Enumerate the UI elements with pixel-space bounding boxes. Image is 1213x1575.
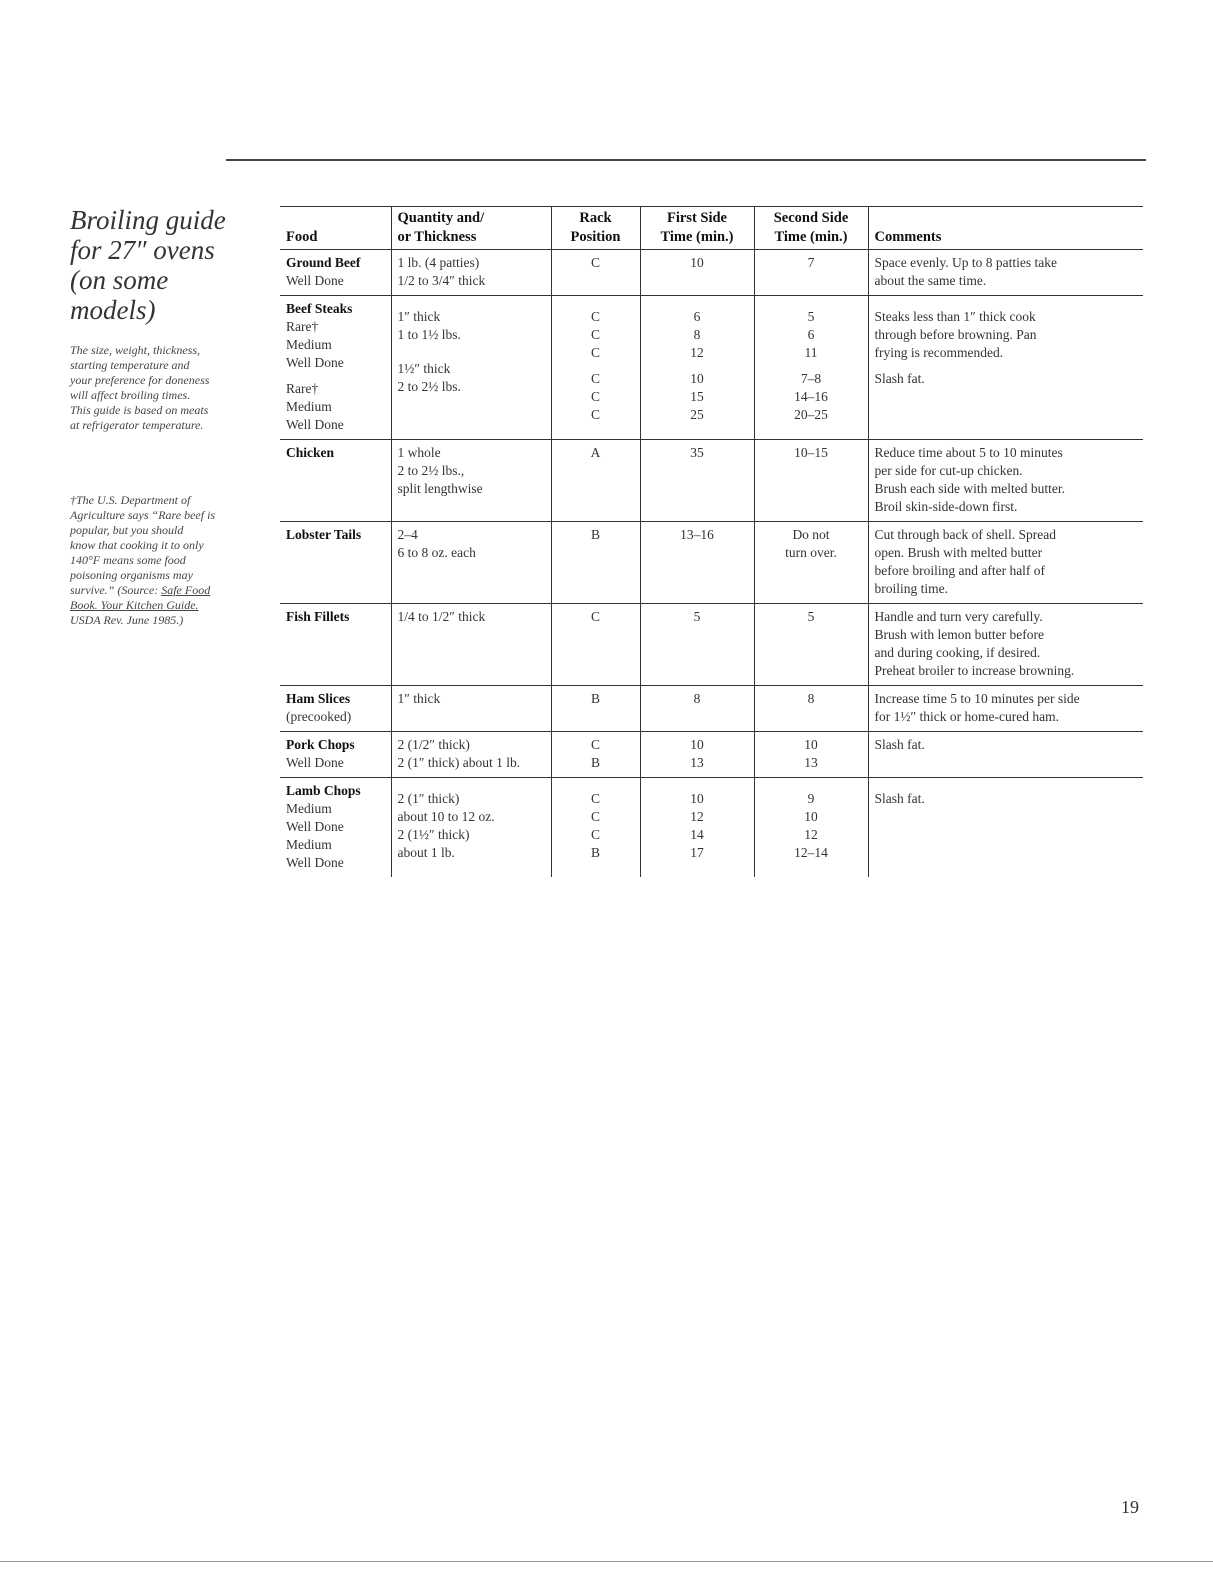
table-row [280,604,1143,686]
cell-second-side [754,250,868,296]
cell-line: through before browning. Pan [874,327,1037,342]
cell-first-side [640,686,754,732]
cell-line: 20–25 [794,407,828,422]
cell-line: 14–16 [794,389,828,404]
food-title: Ham Slices [286,691,351,706]
cell-line: 13 [690,755,704,770]
broiling-table [280,206,1143,877]
note-line: The size, weight, thickness, [70,343,200,357]
footnote-line: 140°F means some food [70,553,186,567]
table-row [280,522,1143,604]
table-row [280,732,1143,778]
food-title: Beef Steaks [286,301,353,316]
cell-line: C [590,371,600,386]
header-second-side: Second Side Time (min.) [754,207,868,250]
cell-line: 2 (1″ thick) about 1 lb. [397,755,521,770]
note-line: your preference for doneness [70,373,210,387]
cell-line [647,362,748,370]
cell-line: 5 [807,309,815,324]
cell-quantity [391,250,551,296]
cell-food [280,440,391,522]
food-title: Fish Fillets [286,609,350,624]
header-food: Food [280,207,391,250]
footnote-line: Agriculture says “Rare beef is [70,508,216,522]
cell-line: 10 [804,737,818,752]
footnote-line: †The U.S. Department of [70,493,191,507]
cell-quantity [391,522,551,604]
cell-line: 2 (1″ thick) [397,791,460,806]
cell-line: Slash fat. [874,371,925,386]
cell-line: C [590,309,600,324]
cell-line: Medium [286,399,332,414]
cell-line: 10 [690,791,704,806]
cell-line: (precooked) [286,709,352,724]
cell-line: 1″ thick [397,309,441,324]
cell-line: Increase time 5 to 10 minutes per side [874,691,1080,706]
cell-line: 15 [690,389,704,404]
cell-line: Well Done [286,755,344,770]
cell-line: 1/2 to 3/4″ thick [397,273,486,288]
cell-line [761,362,862,370]
cell-line [875,362,1138,370]
cell-line [875,388,1138,396]
cell-line: 12–14 [794,845,828,860]
cell-line: Handle and turn very carefully. [874,609,1043,624]
cell-line: C [590,389,600,404]
cell-food [280,778,391,878]
cell-line: Well Done [286,355,344,370]
cell-line: 1½″ thick [397,361,451,376]
cell-first-side [640,296,754,440]
cell-second-side [754,732,868,778]
cell-first-side [640,732,754,778]
cell-line: 2 to 2½ lbs., [397,463,465,478]
cell-first-side [640,778,754,878]
cell-line: before broiling and after half of [874,563,1046,578]
cell-line: C [590,255,600,270]
cell-line: 12 [690,345,704,360]
cell-comments [868,686,1143,732]
cell-line [875,808,1138,816]
cell-line: C [590,827,600,842]
cell-line: 7 [807,255,815,270]
cell-line: C [590,609,600,624]
title-line: models) [70,295,156,325]
cell-food [280,604,391,686]
cell-comments [868,732,1143,778]
cell-comments [868,440,1143,522]
cell-line: 1/4 to 1/2″ thick [397,609,486,624]
cell-line: C [590,791,600,806]
cell-line: about 1 lb. [397,845,455,860]
cell-line: 8 [693,327,701,342]
cell-line: 13–16 [680,527,714,542]
cell-line [875,396,1138,404]
cell-first-side [640,440,754,522]
food-title: Pork Chops [286,737,355,752]
cell-line: 2–4 [397,527,418,542]
cell-quantity [391,686,551,732]
cell-line: Steaks less than 1″ thick cook [874,309,1036,324]
header-first-side: First Side Time (min.) [640,207,754,250]
cell-line: 13 [804,755,818,770]
cell-line: 2 (1½″ thick) [397,827,470,842]
cell-quantity [391,604,551,686]
top-rule [226,159,1146,161]
cell-line: 35 [690,445,704,460]
cell-food [280,296,391,440]
cell-line: Well Done [286,855,344,870]
cell-line: 6 [807,327,815,342]
cell-second-side [754,440,868,522]
cell-line: B [590,755,600,770]
cell-line [398,300,545,308]
cell-line [875,816,1138,824]
cell-line [398,344,545,352]
cell-food [280,250,391,296]
cell-line: 6 to 8 oz. each [397,545,476,560]
cell-line [558,300,634,308]
cell-line: 10 [804,809,818,824]
cell-line [761,300,862,308]
footnote-line: poisoning organisms may [70,568,193,582]
cell-line [875,782,1138,790]
cell-quantity [391,296,551,440]
footnote-source-title: Safe Food [161,583,211,597]
cell-line: 5 [807,609,815,624]
bottom-rule [0,1561,1213,1562]
cell-line: A [590,445,601,460]
cell-food [280,522,391,604]
cell-line [398,782,545,790]
food-title: Ground Beef [286,255,361,270]
cell-line: Do not [792,527,830,542]
cell-line: 10 [690,737,704,752]
cell-line: 10 [690,371,704,386]
cell-line: 12 [690,809,704,824]
cell-line: and during cooking, if desired. [874,645,1041,660]
cell-line: 5 [693,609,701,624]
cell-line: C [590,407,600,422]
cell-line: C [590,809,600,824]
cell-rack [551,522,640,604]
note-line: at refrigerator temperature. [70,418,204,432]
page-number: 19 [1121,1497,1139,1517]
header-comments: Comments [868,207,1143,250]
table-row [280,778,1143,878]
cell-comments [868,250,1143,296]
cell-line: about 10 to 12 oz. [397,809,495,824]
cell-line: 12 [804,827,818,842]
cell-rack [551,440,640,522]
cell-line: Medium [286,801,332,816]
cell-rack [551,296,640,440]
title-line: for 27″ ovens [70,235,215,265]
header-rack: Rack Position [551,207,640,250]
cell-line: 11 [804,345,818,360]
cell-line: Medium [286,837,332,852]
cell-second-side [754,296,868,440]
cell-line: frying is recommended. [874,345,1004,360]
cell-rack [551,250,640,296]
cell-line: 7–8 [800,371,822,386]
cell-rack [551,604,640,686]
page-title [70,205,250,325]
cell-line: per side for cut-up chicken. [874,463,1023,478]
cell-line: 1″ thick [397,691,441,706]
cell-line: broiling time. [874,581,948,596]
cell-line [286,372,385,380]
cell-comments [868,522,1143,604]
cell-line: 6 [693,309,701,324]
cell-comments [868,296,1143,440]
note-line: will affect broiling times. [70,388,191,402]
cell-first-side [640,604,754,686]
cell-line [761,782,862,790]
cell-comments [868,604,1143,686]
cell-line: 17 [690,845,704,860]
cell-first-side [640,250,754,296]
note-line: This guide is based on meats [70,403,209,417]
table-row [280,296,1143,440]
cell-rack [551,778,640,878]
header-quantity: Quantity and/ or Thickness [391,207,551,250]
cell-line: Brush with lemon butter before [874,627,1044,642]
cell-line [647,782,748,790]
cell-line: Well Done [286,819,344,834]
cell-line: 2 to 2½ lbs. [397,379,461,394]
cell-line [398,396,545,404]
title-line: Broiling guide [70,205,226,235]
cell-line: turn over. [785,545,837,560]
cell-line [558,362,634,370]
cell-line: C [590,327,600,342]
cell-line: 10–15 [794,445,828,460]
cell-line: B [590,527,600,542]
cell-line: C [590,737,600,752]
cell-quantity [391,440,551,522]
cell-line: Space evenly. Up to 8 patties take [874,255,1057,270]
footnote-source-title: Book. Your Kitchen Guide. [70,598,199,612]
cell-line: 1 to 1½ lbs. [397,327,461,342]
cell-line: about the same time. [874,273,987,288]
table-row [280,440,1143,522]
cell-line: Well Done [286,417,344,432]
cell-quantity [391,732,551,778]
cell-line: Cut through back of shell. Spread [874,527,1056,542]
cell-line: for 1½″ thick or home-cured ham. [874,709,1059,724]
cell-second-side [754,604,868,686]
cell-rack [551,686,640,732]
cell-second-side [754,686,868,732]
food-title: Lobster Tails [286,527,362,542]
cell-line: Well Done [286,273,344,288]
table-row [280,686,1143,732]
cell-line: Slash fat. [874,737,925,752]
footnote-line: USDA Rev. June 1985.) [70,613,184,627]
cell-line [558,782,634,790]
cell-line: 25 [690,407,704,422]
cell-line [875,824,1138,832]
cell-line: 9 [807,791,815,806]
food-title: Lamb Chops [286,783,361,798]
cell-rack [551,732,640,778]
cell-line: 8 [693,691,701,706]
cell-quantity [391,778,551,878]
footnote-line: popular, but you should [70,523,184,537]
cell-second-side [754,522,868,604]
cell-line: C [590,345,600,360]
title-line: (on some [70,265,169,295]
footnote-line: know that cooking it to only [70,538,204,552]
cell-line: Rare† [286,319,319,334]
cell-line: 1 lb. (4 patties) [397,255,480,270]
cell-line: Brush each side with melted butter. [874,481,1065,496]
cell-line: Rare† [286,381,319,396]
footnote [70,493,250,628]
cell-line: 8 [807,691,815,706]
cell-line [875,300,1138,308]
cell-line: B [590,845,600,860]
cell-food [280,686,391,732]
cell-line: 10 [690,255,704,270]
food-title: Chicken [286,445,335,460]
table-header-row [280,207,1143,250]
cell-line: Reduce time about 5 to 10 minutes [874,445,1063,460]
cell-line [398,352,545,360]
intro-note [70,343,250,433]
cell-food [280,732,391,778]
cell-line: open. Brush with melted butter [874,545,1043,560]
note-line: starting temperature and [70,358,190,372]
cell-first-side [640,522,754,604]
sidebar [70,205,250,628]
cell-line: 1 whole [397,445,441,460]
cell-line [647,300,748,308]
table-row [280,250,1143,296]
footnote-line [70,583,250,598]
cell-line: Broil skin-side-down first. [874,499,1018,514]
cell-line: B [590,691,600,706]
cell-line: 14 [690,827,704,842]
cell-line: Medium [286,337,332,352]
cell-line: Slash fat. [874,791,925,806]
cell-line: split lengthwise [397,481,483,496]
cell-line: Preheat broiler to increase browning. [874,663,1075,678]
cell-line: 2 (1/2″ thick) [397,737,470,752]
cell-comments [868,778,1143,878]
cell-second-side [754,778,868,878]
footnote-source-prefix: survive.” (Source: [70,583,159,597]
